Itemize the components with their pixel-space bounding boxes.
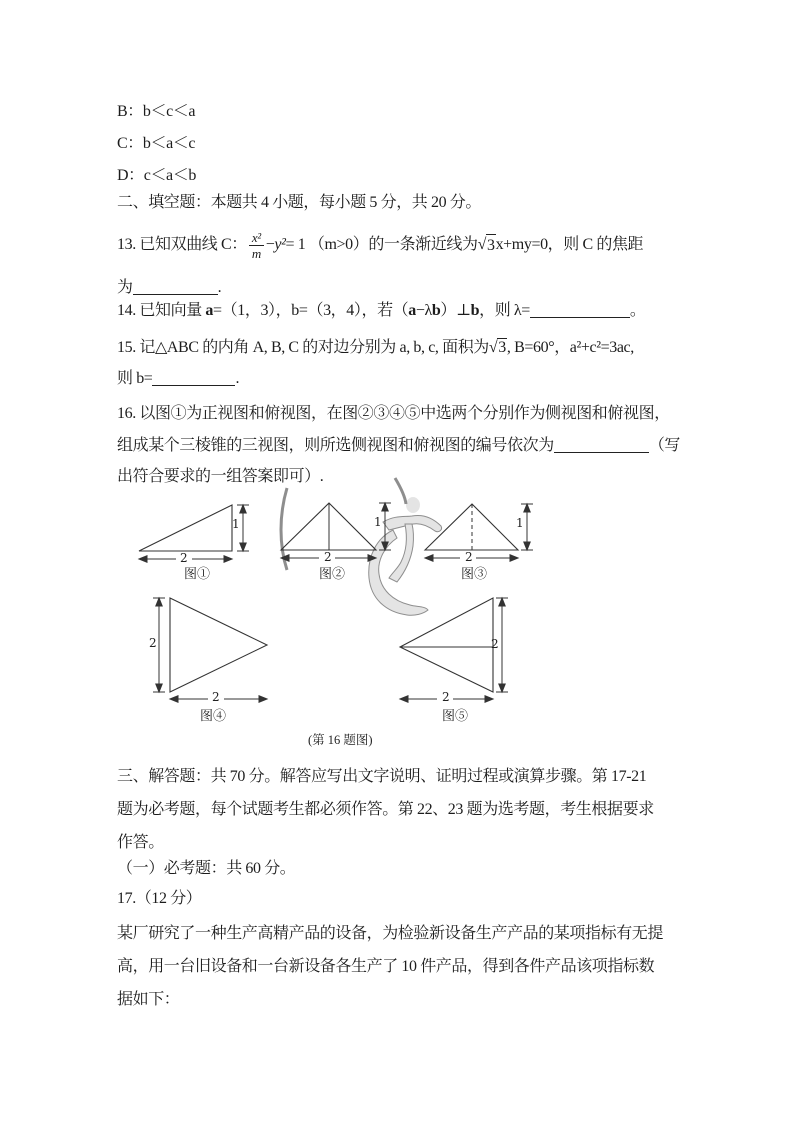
q13-sqrt-argument: 3 xyxy=(486,234,496,257)
fig1-height-label: 1 xyxy=(232,517,240,531)
figure-3-drawing xyxy=(418,493,538,567)
fig5-width-label: 2 xyxy=(442,690,450,704)
q13-line2-pre: 为 xyxy=(117,279,133,296)
question-16-line1: 16. 以图①为正视图和俯视图，在图②③④⑤中选两个分别作为侧视图和俯视图， xyxy=(117,405,670,422)
fig3-width-label: 2 xyxy=(465,550,473,564)
q14-seg2: =（1，3），b=（3，4），若（ xyxy=(213,302,409,319)
section-answer-line2: 题为必考题，每个试题考生都必须作答。第 22、23 题为选考题，考生根据要求 xyxy=(117,801,654,818)
figure-group-caption: (第 16 题图) xyxy=(308,733,373,747)
q15-text-pre: 15. 记△ABC 的内角 A, B, C 的对边分别为 a, b, c, 面积为 xyxy=(117,339,489,356)
section-fill-header: 二、填空题：本题共 4 小题，每小题 5 分，共 20 分。 xyxy=(117,194,482,211)
q13-text-mid-post: = 1 （m>0）的一条渐近线为 xyxy=(285,236,478,253)
fig1-caption: 图① xyxy=(184,566,211,581)
fig2-width-label: 2 xyxy=(324,550,332,564)
question-17-line1: 某厂研究了一种生产高精产品的设备，为检验新设备生产产品的某项指标有无提 xyxy=(117,925,664,942)
q13-text-mid-pre: − xyxy=(265,236,275,253)
question-17-number: 17.（12 分） xyxy=(117,890,202,907)
fig3-height-label: 1 xyxy=(516,516,524,530)
q13-line2-post: . xyxy=(217,279,222,296)
section-answer-line1: 三、解答题：共 70 分。解答应写出文字说明、证明过程或演算步骤。第 17-21 xyxy=(117,768,647,785)
figure-5-drawing xyxy=(392,590,518,710)
fig1-width-label: 2 xyxy=(180,551,188,565)
q13-text-pre: 13. 已知双曲线 C： xyxy=(117,236,247,253)
section-answer-line3: 作答。 xyxy=(117,834,164,851)
question-17-line3: 据如下： xyxy=(117,991,180,1008)
q16-line2-post: （写 xyxy=(648,437,681,454)
fig4-height-label: 2 xyxy=(149,636,157,650)
fig2-caption: 图② xyxy=(319,566,346,581)
figure-2-drawing xyxy=(272,493,397,567)
question-16-line2 xyxy=(117,435,680,457)
figure-1-drawing xyxy=(131,496,256,568)
q15-line2-pre: 则 b= xyxy=(117,370,153,387)
q14-vector-a: a xyxy=(205,302,214,319)
q15-answer-blank xyxy=(152,369,235,386)
q14-vector-a2: a xyxy=(408,302,416,319)
question-13-line1 xyxy=(117,222,643,268)
q14-seg5: ，则 λ= xyxy=(479,302,530,319)
option-d: D：c＜a＜b xyxy=(117,167,196,184)
q13-fraction-denominator: m xyxy=(251,245,261,261)
question-15-line2 xyxy=(117,368,239,390)
required-questions-header: （一）必考题：共 60 分。 xyxy=(117,860,296,877)
question-13-line2 xyxy=(117,277,221,299)
question-15-line1 xyxy=(117,337,634,359)
q14-tail: 。 xyxy=(629,302,646,319)
q16-answer-blank xyxy=(554,436,649,453)
q14-vector-b3: b xyxy=(470,302,480,319)
fig2-height-label: 1 xyxy=(374,515,382,529)
q13-answer-blank xyxy=(133,278,218,295)
q13-fraction xyxy=(249,230,264,261)
figure-3 xyxy=(418,493,538,567)
figure-5 xyxy=(392,590,518,710)
q14-seg4: ）⊥ xyxy=(440,302,471,319)
fig4-caption: 图④ xyxy=(200,708,227,723)
q13-text-post: x+my=0，则 C 的焦距 xyxy=(495,236,644,253)
q13-fraction-numerator: x² xyxy=(249,230,264,246)
figure-4-drawing xyxy=(148,590,276,704)
fig5-caption: 图⑤ xyxy=(442,708,469,723)
option-b: B：b＜c＜a xyxy=(117,103,196,120)
question-14 xyxy=(117,300,646,322)
q14-vector-b2: b xyxy=(431,302,441,319)
q14-seg1: 14. 已知向量 xyxy=(117,302,206,319)
figure-4 xyxy=(148,590,276,704)
q15-line2-post: . xyxy=(235,370,240,387)
fig5-height-label: 2 xyxy=(491,637,499,651)
option-c: C：b＜a＜c xyxy=(117,135,196,152)
q13-y-term: y² xyxy=(274,236,286,253)
question-16-line3: 出符合要求的一组答案即可）. xyxy=(117,468,324,485)
figure-1 xyxy=(131,496,256,568)
question-17-line2: 高，用一台旧设备和一台新设备各生产了 10 件产品，得到各件产品该项指标数 xyxy=(117,958,655,975)
fig4-width-label: 2 xyxy=(212,690,220,704)
q14-seg3: −λ xyxy=(415,302,432,319)
q14-answer-blank xyxy=(530,301,630,318)
q13-sqrt-radical: √ xyxy=(477,236,486,253)
figure-2 xyxy=(272,493,397,567)
q15-sqrt-radical: √ xyxy=(488,339,498,356)
fig3-caption: 图③ xyxy=(461,566,488,581)
q15-sqrt-argument: 3 xyxy=(498,339,506,356)
q15-text-post: , B=60°，a²+c²=3ac, xyxy=(506,339,634,356)
q16-line2-pre: 组成某个三棱锥的三视图，则所选侧视图和俯视图的编号依次为 xyxy=(117,437,554,454)
